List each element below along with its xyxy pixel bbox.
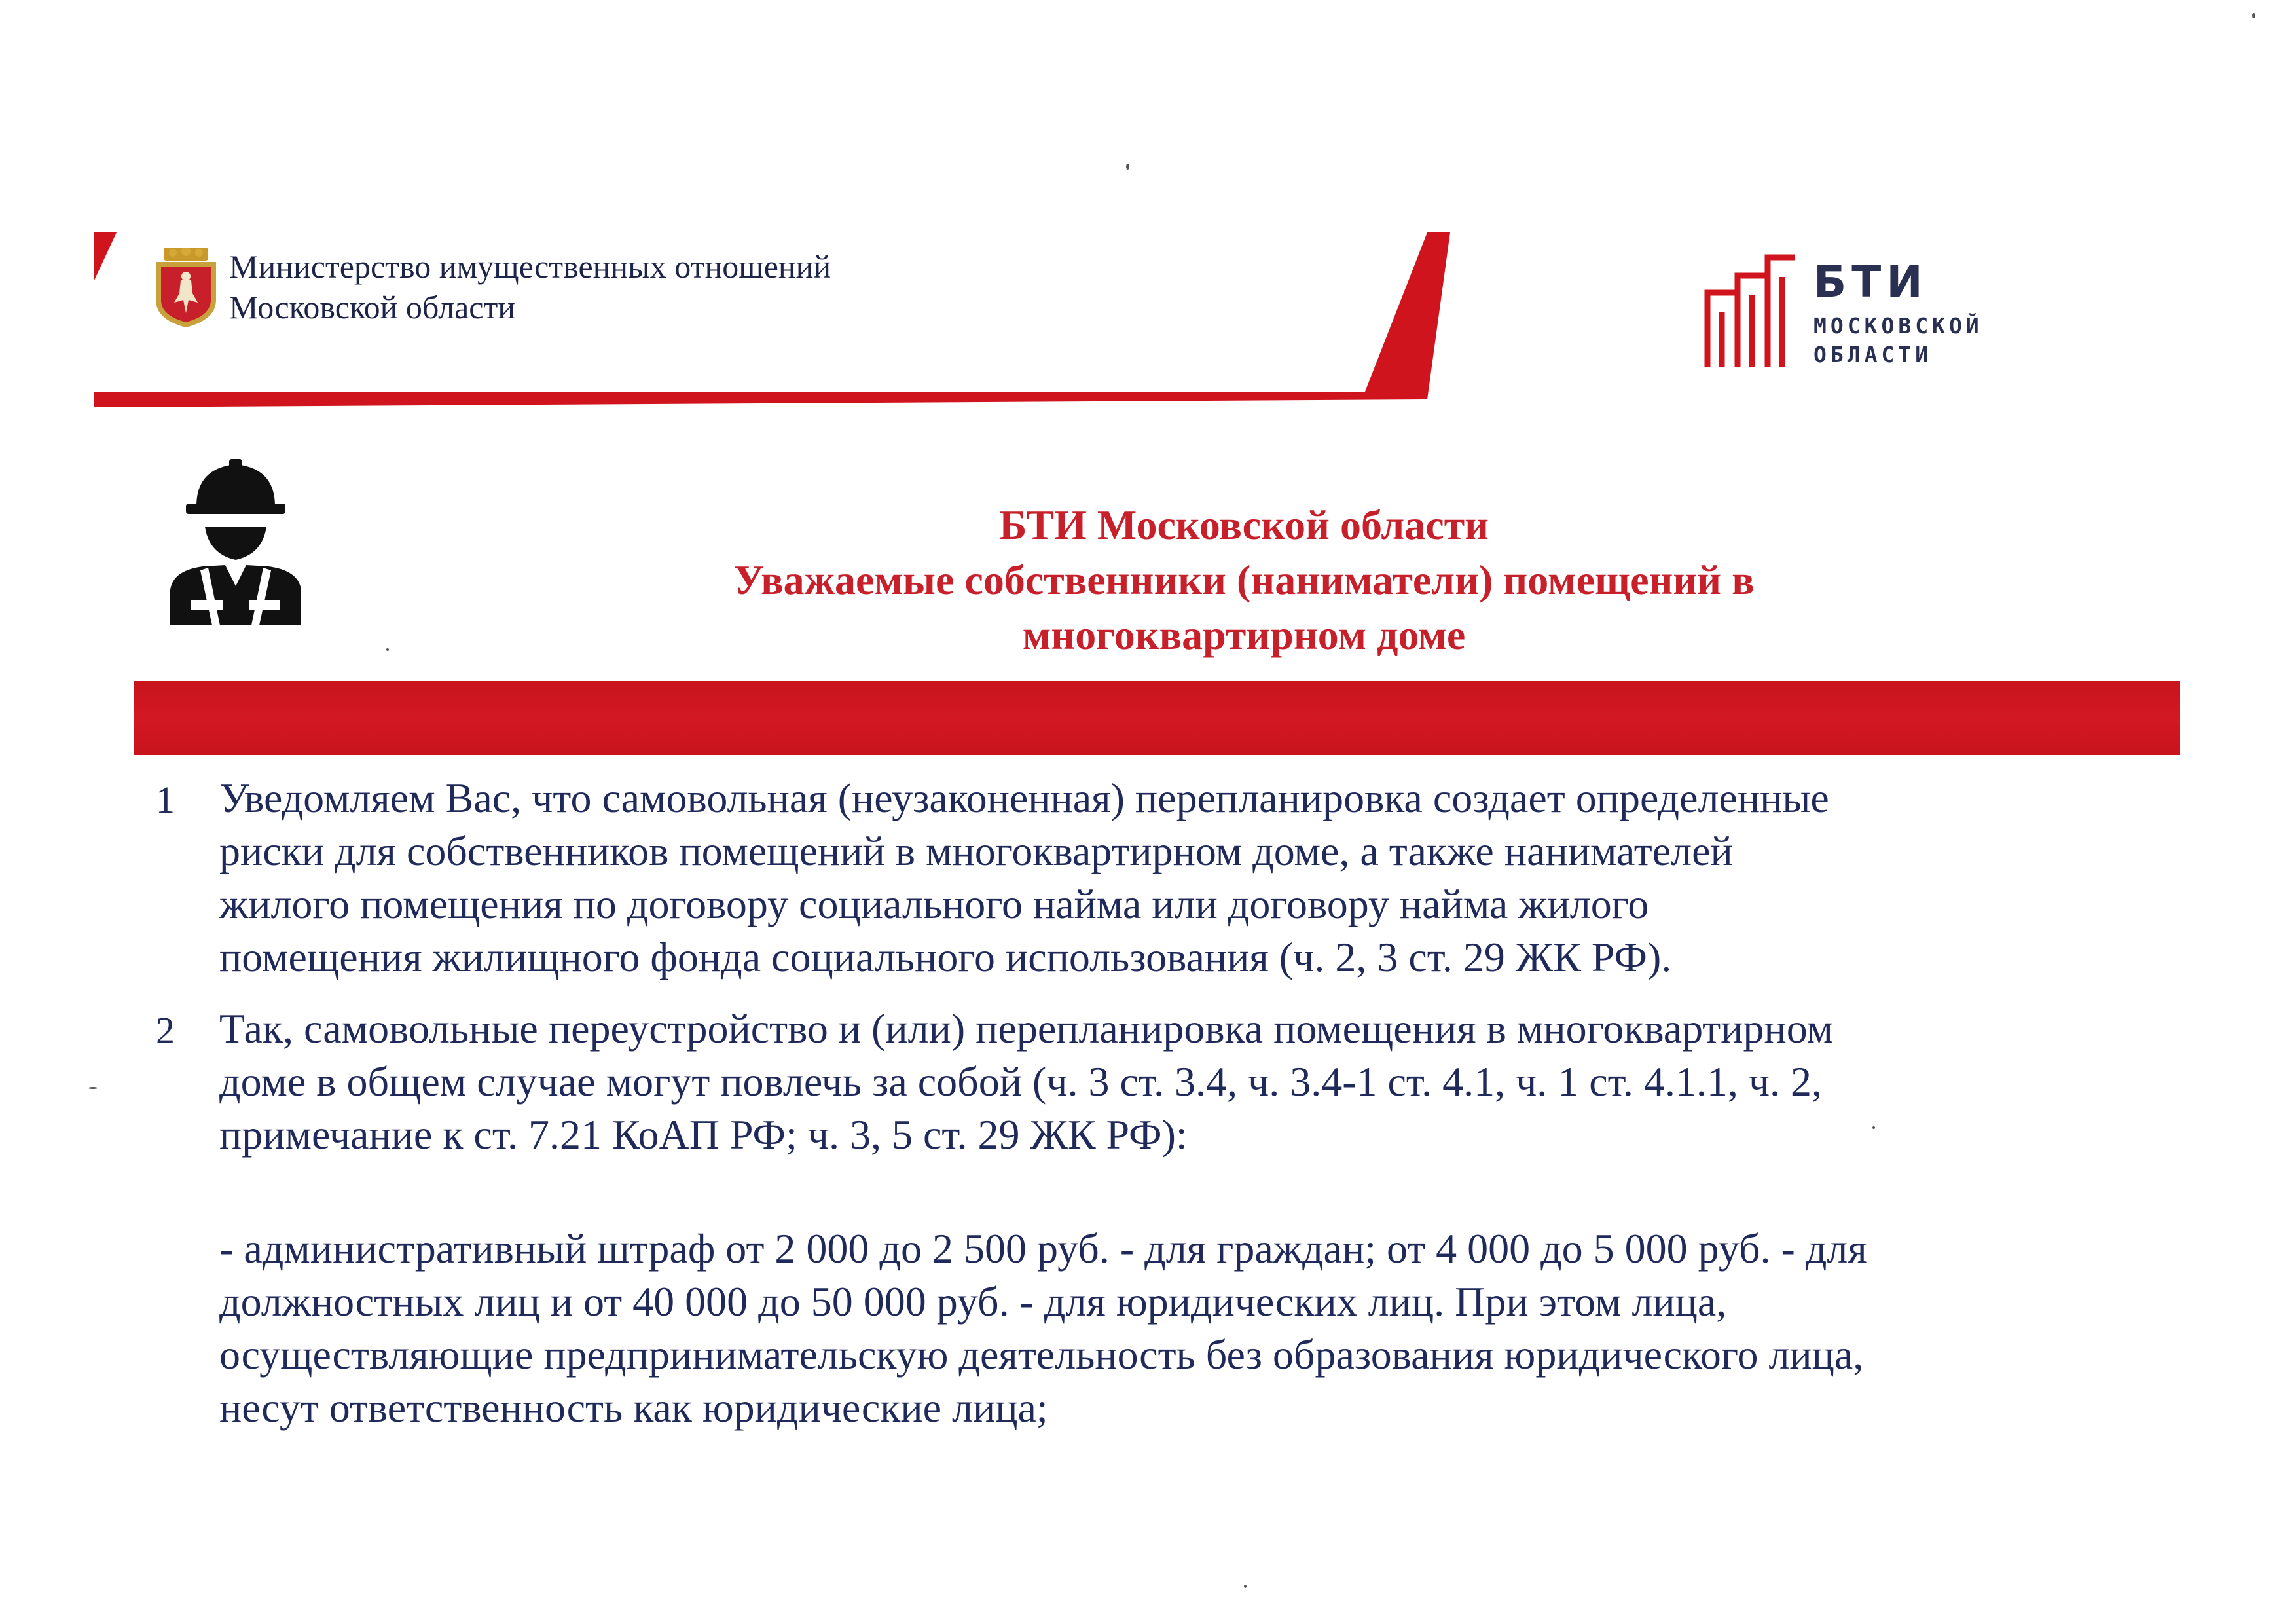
paragraph-line: риски для собственников помещений в многоквартирном доме, а также нанимателей [219,828,1733,874]
construction-worker-icon [157,455,314,625]
header-banner [0,0,2296,419]
scan-speck [1126,164,1129,170]
ministry-name-line1: Министерство имущественных отношений [229,248,831,285]
paragraph-line: Уведомляем Вас, что самовольная (неузаконенная) перепланировка создает определенные [219,775,1829,821]
moscow-oblast-crest-icon [152,248,220,327]
scan-speck [1244,1585,1247,1588]
red-divider-bar [134,681,2180,755]
heading-line2: Уважаемые собственники (наниматели) помещений в [733,557,1755,603]
fine-details-paragraph [219,1222,1867,1434]
item-number: 2 [156,1009,175,1052]
paragraph-line: должностных лиц и от 40 000 до 50 000 руб. - для юридических лиц. При этом лица, [219,1278,1727,1325]
bti-logo-subtitle-line2: ОБЛАСТИ [1813,342,1933,367]
header-red-underline [94,390,1427,407]
notice-heading [458,498,2030,663]
paragraph-line: примечание к ст. 7.21 КоАП РФ; ч. 3, 5 ст. 29 ЖК РФ): [219,1111,1188,1158]
bti-logo-subtitle-line1: МОСКОВСКОЙ [1813,313,1983,339]
scan-speck [386,648,389,651]
paragraph-line: помещения жилищного фонда социального использования (ч. 2, 3 ст. 29 ЖК РФ). [219,934,1672,980]
paragraph-line: Так, самовольные переустройство и (или) перепланировка помещения в многоквартирном [219,1005,1834,1052]
scan-speck [88,1087,98,1089]
header-left-accent [94,232,117,282]
scan-speck [2252,13,2255,18]
paragraph-line: осуществляющие предпринимательскую деятельность без образования юридического лица, [219,1331,1864,1378]
ministry-name [229,246,831,327]
scan-speck [1872,1126,1875,1129]
item-paragraph [219,1002,1833,1161]
paragraph-line: жилого помещения по договору социального найма или договору найма жилого [219,881,1649,927]
paragraph-line: доме в общем случае могут повлечь за собой (ч. 3 ст. 3.4, ч. 3.4-1 ст. 4.1, ч. 1 ст. 4.1.1, ч. 2, [219,1058,1822,1105]
paragraph-line: - административный штраф от 2 000 до 2 500 руб. - для граждан; от 4 000 до 5 000 руб. - для [219,1225,1867,1272]
bti-building-icon [1702,252,1800,367]
heading-line1: БТИ Московской области [998,502,1489,548]
bti-logo-title: БТИ [1813,257,1928,307]
header-red-slash [1365,232,1450,399]
ministry-name-line2: Московской области [229,289,516,325]
paragraph-line: несут ответственность как юридические лица; [219,1384,1048,1431]
heading-line3: многоквартирном доме [1022,612,1466,658]
item-paragraph [219,771,1829,984]
item-number: 1 [156,779,175,821]
